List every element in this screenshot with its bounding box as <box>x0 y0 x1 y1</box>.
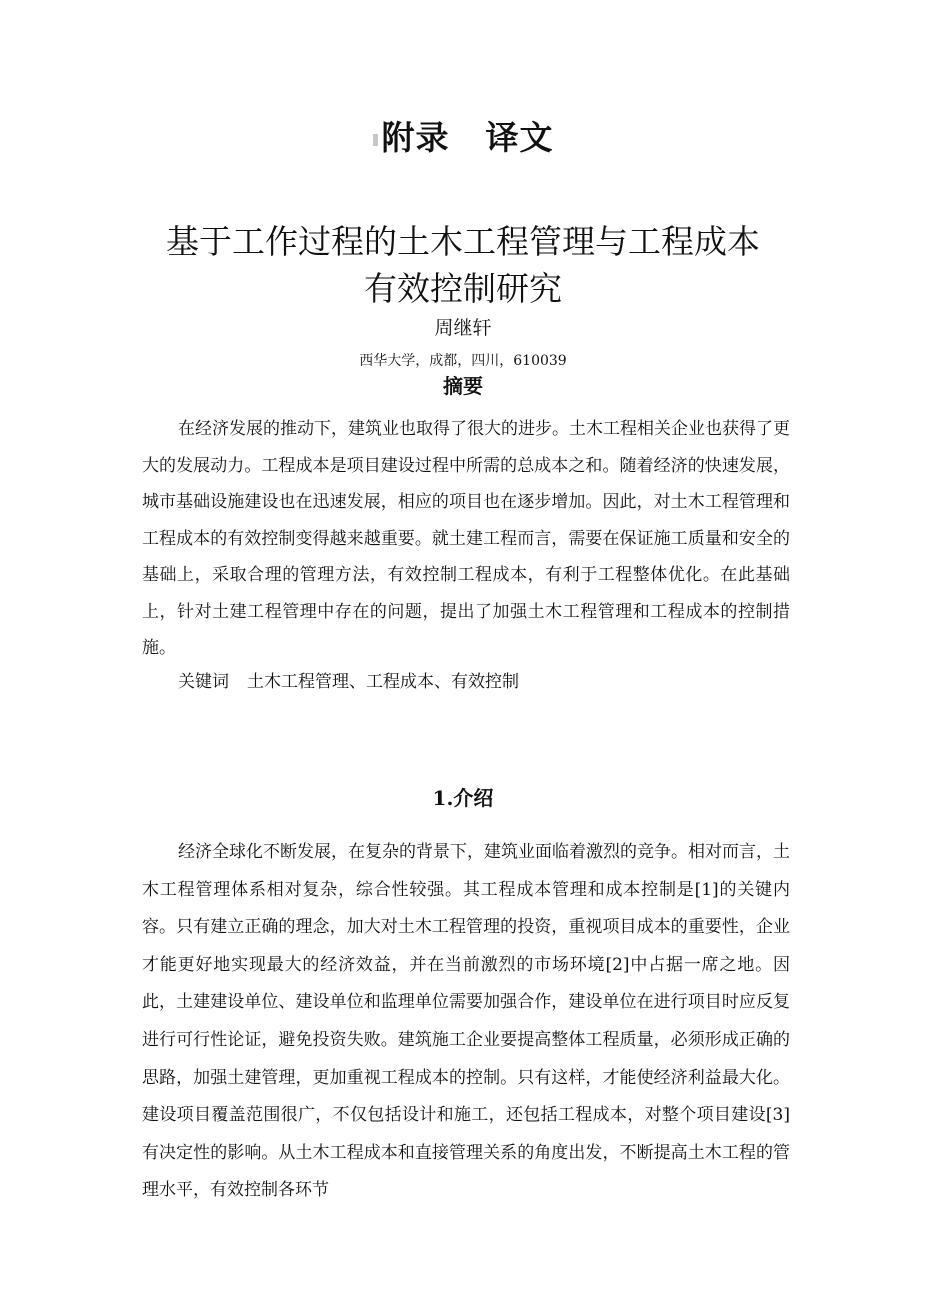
appendix-subtitle: 译文 <box>485 118 554 157</box>
author-name: 周继轩 <box>434 317 492 339</box>
introduction-paragraph: 经济全球化不断发展，在复杂的背景下，建筑业面临着激烈的竞争。相对而言，土木工程管理体系相对复杂，综合性较强。其工程成本管理和成本控制是[1]的关键内容。只有建立正确的理念，加大对土木工程管理的投资，重视项目成本的重要性，企业才能更好地实现最大的经济效益，并在当前激烈的市场环境[2]中占据一席之地。因此，土建建设单位、建设单位和监理单位需要加强合作，建设单位在进行项目时应反复进行可行性论证，避免投资失败。建筑施工企业要提高整体工程质量，必须形成正确的思路，加强土建管理，更加重视工程成本的控制。只有这样，才能使经济利益最大化。建设项目覆盖范围很广，不仅包括设计和施工，还包括工程成本，对整个项目建设[3]有决定性的影响。从土木工程成本和直接管理关系的角度出发，不断提高土木工程的管理水平，有效控制各环节 <box>142 842 790 1201</box>
appendix-label: 附录 <box>381 118 450 157</box>
keywords-label: 关键词 <box>178 672 229 692</box>
section-heading-introduction: 1.介绍 <box>432 786 494 810</box>
keywords-list: 土木工程管理、工程成本、有效控制 <box>247 672 519 692</box>
keywords-line <box>178 667 519 697</box>
abstract-paragraph: 在经济发展的推动下，建筑业也取得了很大的进步。土木工程相关企业也获得了更大的发展动力。工程成本是项目建设过程中所需的总成本之和。随着经济的快速发展，城市基础设施建设也在迅速发展，相应的项目也在逐步增加。因此，对土木工程管理和工程成本的有效控制变得越来越重要。就土建工程而言，需要在保证施工质量和安全的基础上，采取合理的管理方法，有效控制工程成本，有利于工程整体优化。在此基础上，针对土建工程管理中存在的问题，提出了加强土木工程管理和工程成本的控制措施。 <box>142 419 790 658</box>
author-affiliation: 西华大学，成都，四川，610039 <box>359 353 567 369</box>
paper-title <box>0 218 926 312</box>
appendix-title <box>0 112 926 159</box>
anchor-marker-icon <box>373 134 378 146</box>
abstract-heading: 摘要 <box>443 374 483 398</box>
paper-title-line1: 基于工作过程的土木工程管理与工程成本 <box>166 222 760 261</box>
paper-title-line2: 有效控制研究 <box>364 269 562 308</box>
